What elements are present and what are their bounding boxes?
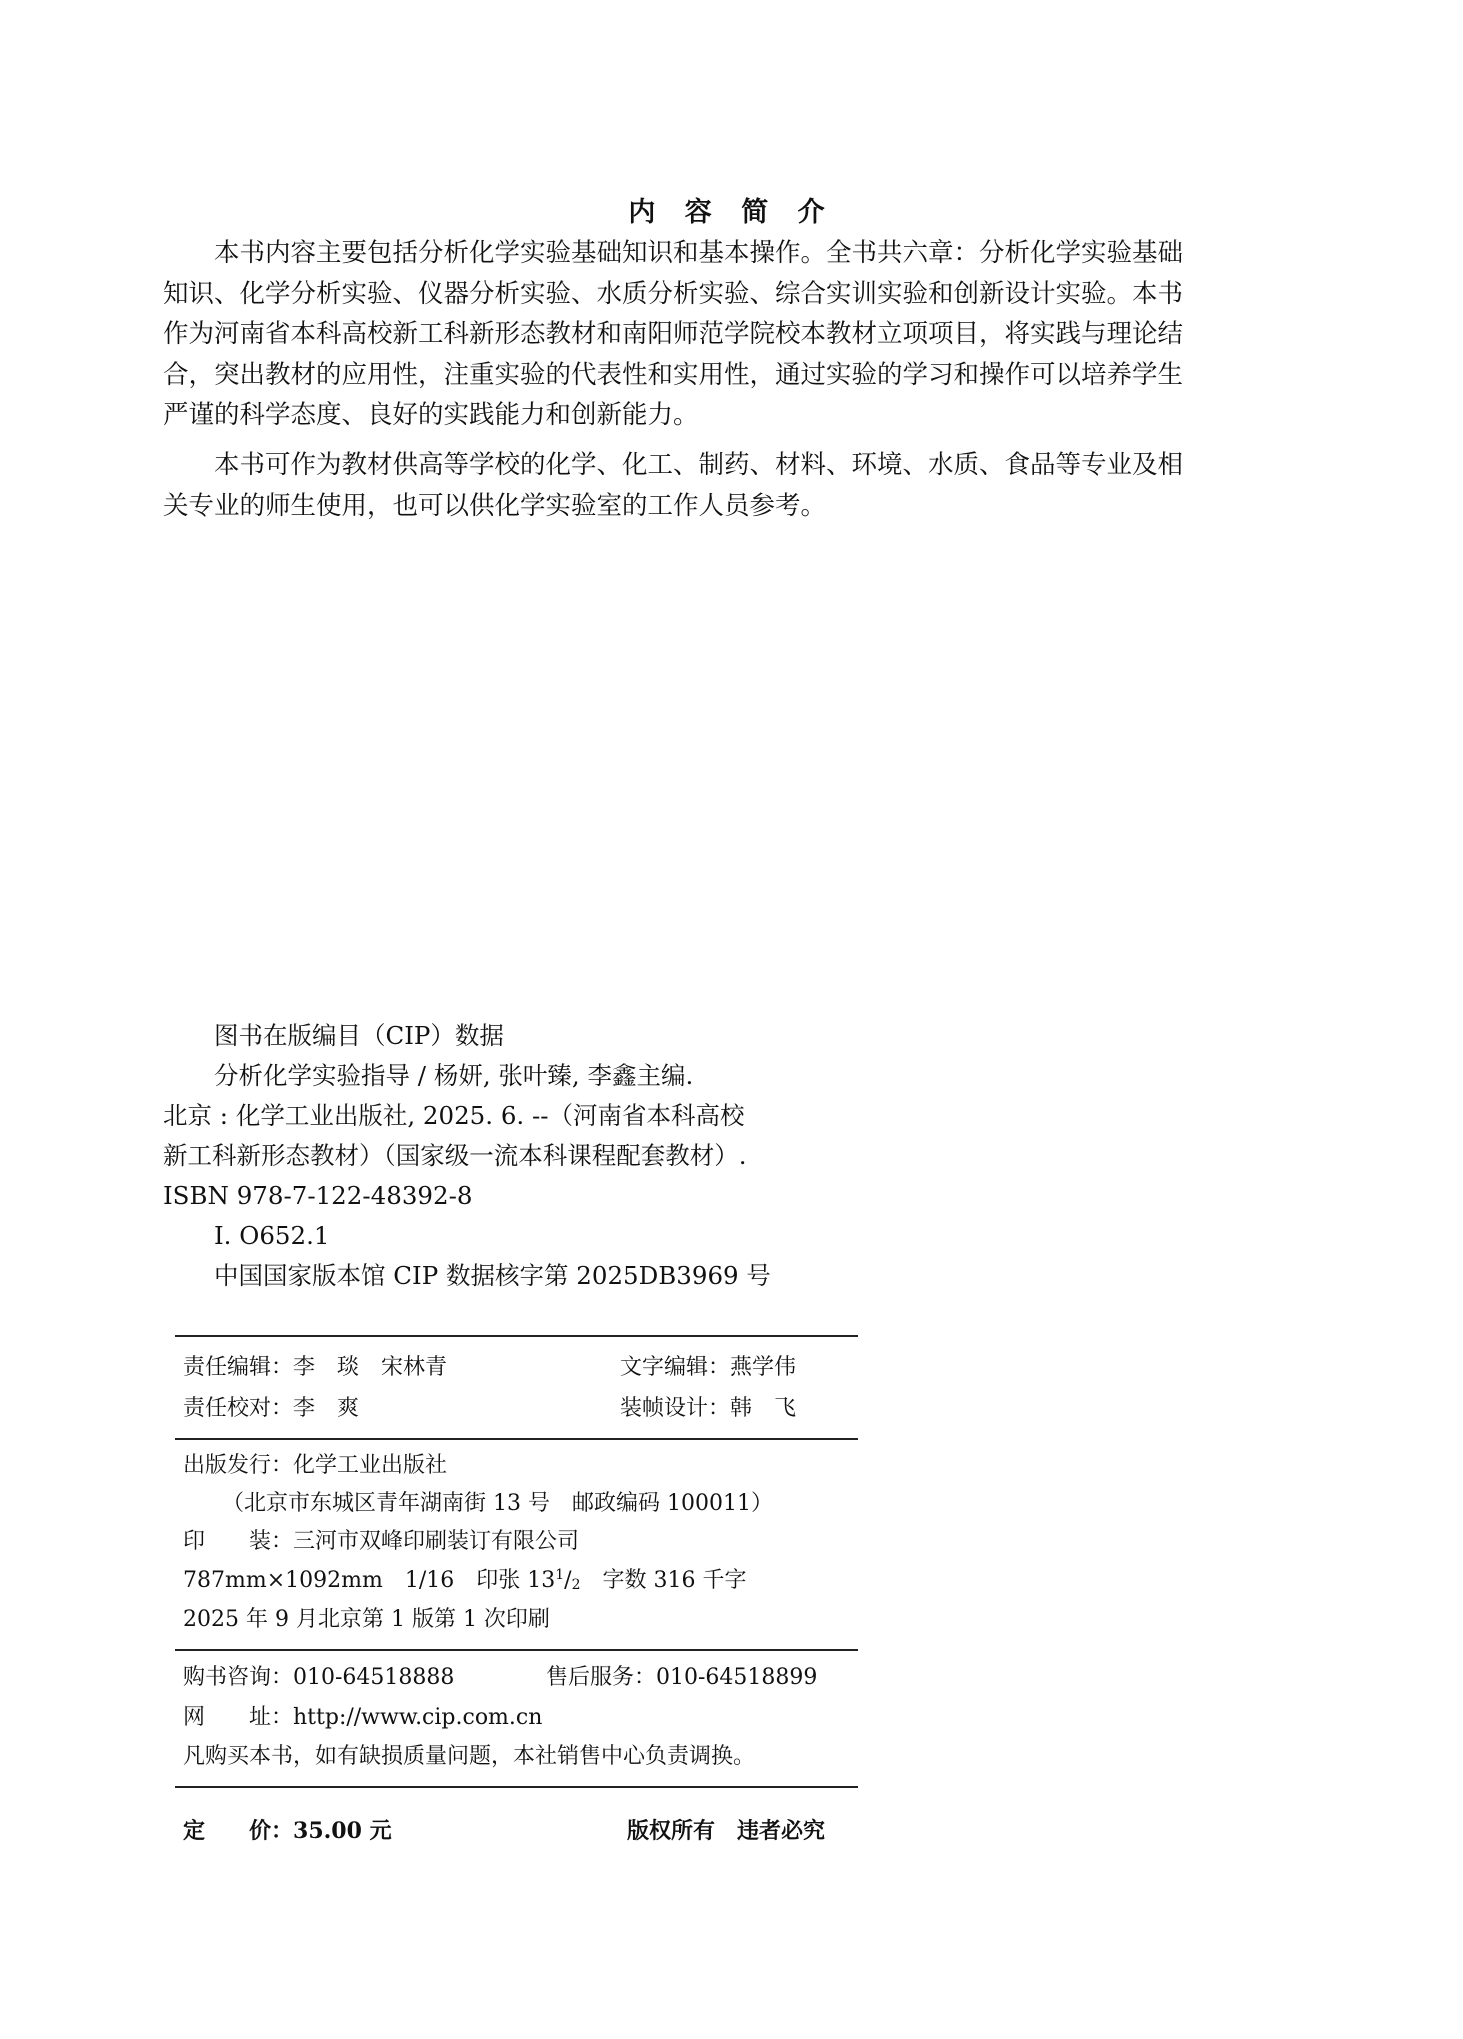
imprint-top-rule <box>175 1335 858 1337</box>
website <box>183 1703 542 1733</box>
summary-p1-line-4: 合，突出教材的应用性，注重实验的代表性和实用性，通过实验的学习和操作可以培养学生 <box>163 359 1184 390</box>
responsible-editor-names: 李 琰 宋林青 <box>293 1355 448 1380</box>
quality-notice: 凡购买本书，如有缺损质量问题，本社销售中心负责调换。 <box>183 1744 756 1769</box>
website-label: 网 址： <box>183 1705 294 1730</box>
cip-isbn: ISBN 978-7-122-48392-8 <box>163 1181 473 1210</box>
cip-classification: Ⅰ. O652.1 <box>214 1221 330 1250</box>
book-format <box>183 1566 747 1596</box>
edition-info: 2025 年 9 月北京第 1 版第 1 次印刷 <box>183 1607 550 1632</box>
responsible-editor <box>183 1353 447 1383</box>
proofreader-name: 李 爽 <box>293 1396 360 1421</box>
printer-label: 印 装： <box>183 1529 294 1554</box>
summary-p2-line-1: 本书可作为教材供高等学校的化学、化工、制药、材料、环境、水质、食品等专业及相 <box>214 450 1184 480</box>
price <box>183 1816 392 1846</box>
publisher <box>183 1451 447 1481</box>
responsible-proofreader <box>183 1394 359 1424</box>
cip-line-3: 新工科新形态教材）（国家级一流本科课程配套教材）. <box>163 1141 747 1170</box>
publisher-name: 化学工业出版社 <box>293 1453 448 1478</box>
summary-p1-line-3: 作为河南省本科高校新工科新形态教材和南阳师范学院校本教材立项项目，将实践与理论结 <box>163 319 1184 349</box>
responsible-editor-label: 责任编辑： <box>183 1355 294 1380</box>
cip-line-1: 分析化学实验指导 / 杨妍, 张叶臻, 李鑫主编. <box>214 1061 694 1090</box>
format-numerator: 1 <box>555 1567 565 1583</box>
price-label: 定 价： <box>183 1818 294 1844</box>
purchase-inquiry: 购书咨询：010-64518888 <box>183 1665 455 1690</box>
printer-name: 三河市双峰印刷装订有限公司 <box>293 1529 580 1554</box>
imprint-rule-3 <box>175 1649 858 1651</box>
website-url: http://www.cip.com.cn <box>293 1705 543 1730</box>
format-denominator: 2 <box>571 1577 581 1593</box>
price-value: 35.00 元 <box>293 1818 392 1844</box>
format-text-a: 787mm×1092mm 1/16 印张 13 <box>183 1568 556 1593</box>
publisher-label: 出版发行： <box>183 1453 294 1478</box>
imprint-rule-4 <box>175 1786 858 1788</box>
cip-line-2: 北京 : 化学工业出版社, 2025. 6. --（河南省本科高校 <box>163 1101 745 1130</box>
summary-paragraph-2 <box>163 445 1260 526</box>
after-sales-service: 售后服务：010-64518899 <box>546 1665 818 1690</box>
proofreader-label: 责任校对： <box>183 1396 294 1421</box>
format-text-b: 字数 316 千字 <box>580 1568 747 1593</box>
summary-title: 内 容 简 介 <box>628 197 835 228</box>
summary-p1-line-1: 本书内容主要包括分析化学实验基础知识和基本操作。全书共六章：分析化学实验基础 <box>214 238 1184 268</box>
binding-design: 装帧设计：韩 飞 <box>620 1396 797 1421</box>
format-slash: / <box>564 1568 572 1593</box>
publisher-address: （北京市东城区青年湖南街 13 号 邮政编码 100011） <box>222 1491 773 1516</box>
summary-p1-line-2: 知识、化学分析实验、仪器分析实验、水质分析实验、综合实训实验和创新设计实验。本书 <box>163 278 1184 309</box>
copyright-notice: 版权所有 违者必究 <box>627 1818 826 1844</box>
summary-paragraph-1 <box>163 233 1260 436</box>
text-editor: 文字编辑：燕学伟 <box>620 1355 797 1380</box>
summary-p1-line-5: 严谨的科学态度、良好的实践能力和创新能力。 <box>163 400 699 430</box>
summary-p2-line-2: 关专业的师生使用，也可以供化学实验室的工作人员参考。 <box>163 490 827 521</box>
cip-verification: 中国国家版本馆 CIP 数据核字第 2025DB3969 号 <box>214 1261 771 1290</box>
imprint-rule-2 <box>175 1438 858 1440</box>
cip-heading: 图书在版编目（CIP）数据 <box>214 1021 504 1050</box>
printer <box>183 1527 579 1557</box>
